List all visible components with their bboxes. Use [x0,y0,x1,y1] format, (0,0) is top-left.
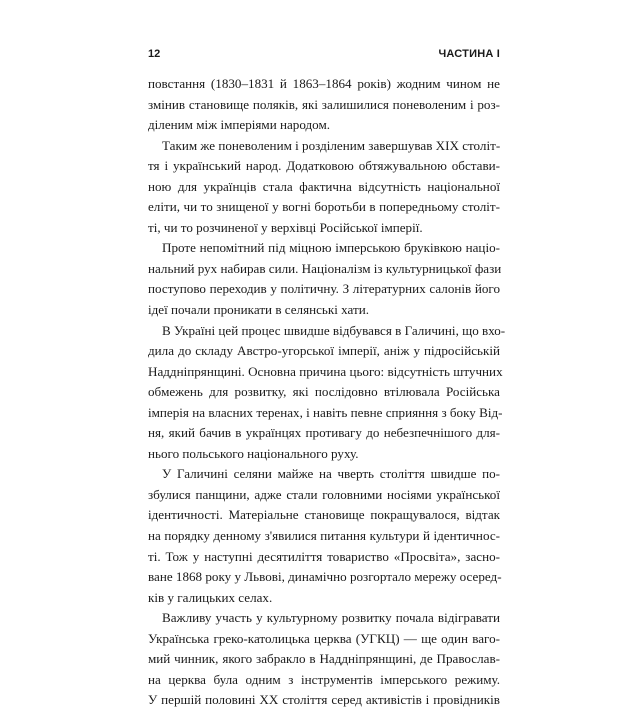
text-line: Важливу участь у культурному розвитку почала відігравати [162,610,500,626]
body-text [148,74,506,711]
text-line: обмежень для розвитку, які послідовно втілювала Російська [148,384,500,400]
text-line: Українська греко-католицька церква (УГКЦ) — ще один ваго- [148,630,500,646]
paragraph [148,74,500,136]
paragraph [148,608,500,711]
text-line: тя і український народ. Додатковою обтяжувальною обстави- [148,158,500,174]
text-line: ідеї почали проникати в селянські хати. [148,302,370,318]
text-line: нальний рух набирав сили. Націоналізм із культурницької фази [148,260,502,276]
text-line: ною для українців стала фактична відсутність національної [148,178,500,194]
text-line: мий чинник, якого забракло в Наддніпрянщині, де Православ- [148,651,500,667]
text-line: діленим між імперіями народом. [148,117,331,133]
text-line: ідентичності. Матеріальне становище покращувалося, відтак [148,507,500,523]
text-line: збулися панщини, адже стали головними носіями української [148,486,500,502]
text-line: ті, чи то розчиненої у верхівці Російської імперії. [148,219,423,235]
page-number: 12 [148,48,161,60]
text-line: на церква була одним з інструментів імперського режиму. [148,671,500,687]
text-line: на порядку денному з'явилися питання культури й ідентичнос- [148,528,500,544]
text-line: змінив становище поляків, які залишилися поневоленим і роз- [148,96,500,112]
text-line: В Україні цей процес швидше відбувався в Галичині, що вхо- [162,322,506,338]
text-line: У першій половині XX століття серед активістів і провідників [148,692,500,708]
text-line: ті. Тож у наступні десятиліття товариство «Просвіта», засно- [148,548,500,564]
paragraph [148,321,506,465]
paragraph [148,238,500,320]
text-line: поступово переходив у політичну. З літературних салонів його [148,281,500,297]
text-line: ків у галицьких селах. [148,589,273,605]
text-line: еліти, чи то знищеної у вогні боротьби в попередньому століт- [148,199,500,215]
text-line: Таким же поневоленим і розділеним завершував XIX століт- [162,137,501,153]
section-title: ЧАСТИНА I [438,48,500,60]
text-line: Проте непомітний під міцною імперською бруківкою націо- [162,240,500,256]
text-line: дила до складу Австро-угорської імперії, аніж у підросійській [148,343,500,359]
running-header [148,46,500,62]
text-line: повстання (1830–1831 й 1863–1864 років) жодним чином не [148,76,500,91]
text-line: імперія на власних теренах, і навіть певне сприяння з боку Від- [148,404,503,420]
paragraph [148,464,500,608]
text-line: ване 1868 року у Львові, динамічно розгортало мережу осеред- [148,569,502,585]
text-line: У Галичині селяни майже на чверть століття швидше по- [162,466,500,482]
text-line: ня, який бачив в українцях противагу до небезпечнішого для- [148,425,500,441]
text-line: Наддніпрянщині. Основна причина цього: відсутність штучних [148,363,503,379]
text-line: нього польського національного руху. [148,445,359,461]
paragraph [148,136,500,239]
